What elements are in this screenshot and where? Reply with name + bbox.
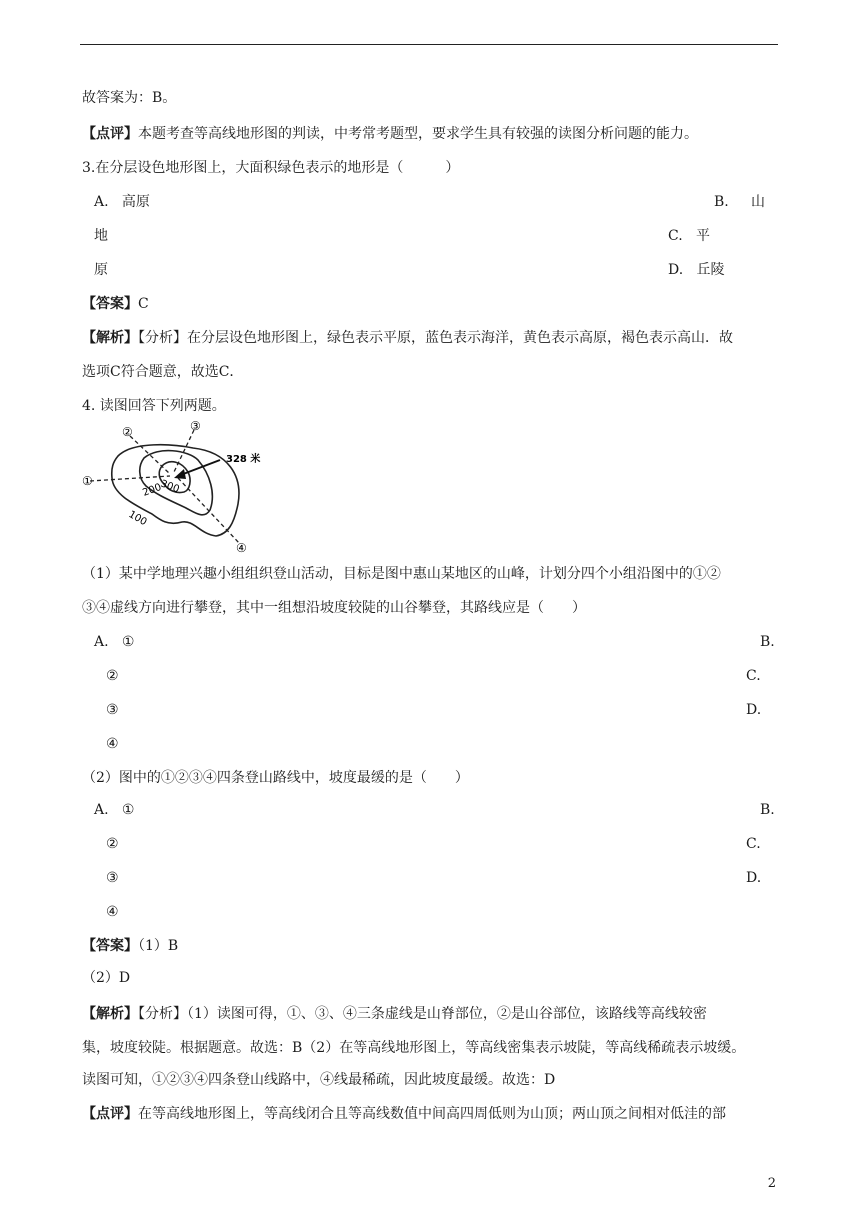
peak-elevation-label: 328 米 — [226, 454, 261, 465]
sub1-option-d-val: ④ — [106, 736, 119, 752]
sub2-option-c: C. — [746, 836, 761, 852]
sub2-stem: （2）图中的①②③④四条登山路线中，坡度最缓的是（ ） — [82, 770, 469, 786]
q3-option-b-cont: 地 — [94, 228, 108, 244]
page-number: 2 — [767, 1176, 776, 1191]
answer-q3: 【答案】C — [82, 296, 149, 312]
sub1-option-c-val: ③ — [106, 702, 119, 718]
sub2-option-b-val: ② — [106, 836, 119, 852]
sub2-option-a: A. ① — [94, 802, 135, 818]
route-2-label: ② — [122, 425, 133, 439]
route-1 — [90, 476, 170, 481]
sub1-option-c: C. — [746, 668, 761, 684]
sub2-option-c-val: ③ — [106, 870, 119, 886]
route-2 — [130, 436, 170, 474]
analysis-q4-line3: 读图可知，①②③④四条登山线路中，④线最稀疏，因此坡度最缓。故选：D — [82, 1072, 556, 1088]
route-4-label: ④ — [236, 541, 247, 555]
q3-option-b: B. 山 — [714, 194, 766, 210]
sub1-stem-line2: ③④虚线方向进行攀登，其中一组想沿坡度较陡的山谷攀登，其路线应是（ ） — [82, 600, 586, 616]
sub1-option-d: D. — [746, 702, 762, 718]
answer-q4-line2: （2）D — [82, 970, 131, 986]
route-3-label: ③ — [190, 419, 201, 433]
q3-option-a: A. 高原 — [94, 194, 150, 210]
sub1-option-a: A. ① — [94, 634, 135, 650]
q3-option-c-cont: 原 — [94, 262, 108, 278]
analysis-q3-line1: 【解析】【分析】在分层设色地形图上，绿色表示平原，蓝色表示海洋，黄色表示高原，褐色表示高山．故 — [82, 330, 733, 346]
route-1-label: ① — [82, 474, 93, 488]
contour-map-figure — [78, 416, 278, 556]
answer-q4-line1: 【答案】（1）B — [82, 938, 179, 954]
comment-q4: 【点评】在等高线地形图上，等高线闭合且等高线数值中间高四周低则为山顶；两山顶之间相对低洼的部 — [82, 1106, 726, 1122]
sub1-option-b-val: ② — [106, 668, 119, 684]
answer-line-q2: 故答案为：B。 — [82, 90, 177, 106]
contour-100-label: 100 — [126, 509, 149, 529]
q3-option-c: C. 平 — [668, 228, 711, 244]
sub2-option-d: D. — [746, 870, 762, 886]
contour-map-svg — [78, 416, 278, 556]
sub1-stem-line1: （1）某中学地理兴趣小组组织登山活动，目标是图中惠山某地区的山峰，计划分四个小组沿图中的①② — [82, 566, 721, 582]
question-4-stem: 4. 读图回答下列两题。 — [82, 398, 226, 414]
sub2-option-d-val: ④ — [106, 904, 119, 920]
q3-option-d: D. 丘陵 — [668, 262, 725, 278]
sub1-option-b: B. — [760, 634, 775, 650]
question-3-stem: 3.在分层设色地形图上，大面积绿色表示的地形是（ ） — [82, 160, 460, 176]
contour-300-label: 300 — [158, 478, 181, 496]
sub2-option-b: B. — [760, 802, 775, 818]
analysis-q3-line2: 选项C符合题意，故选C． — [82, 364, 244, 380]
header-rule — [80, 44, 778, 45]
contour-200-label: 200 — [141, 481, 163, 499]
peak-arrow-head — [174, 469, 186, 479]
analysis-q4-line1: 【解析】【分析】（1）读图可得，①、③、④三条虚线是山脊部位，②是山谷部位，该路线等高线较密 — [82, 1006, 707, 1022]
comment-q2: 【点评】本题考查等高线地形图的判读，中考常考题型，要求学生具有较强的读图分析问题的能力。 — [82, 126, 698, 142]
analysis-q4-line2: 集，坡度较陡。根据题意。故选：B（2）在等高线地形图上，等高线密集表示坡陡，等高线稀疏表示坡缓。 — [82, 1040, 746, 1056]
